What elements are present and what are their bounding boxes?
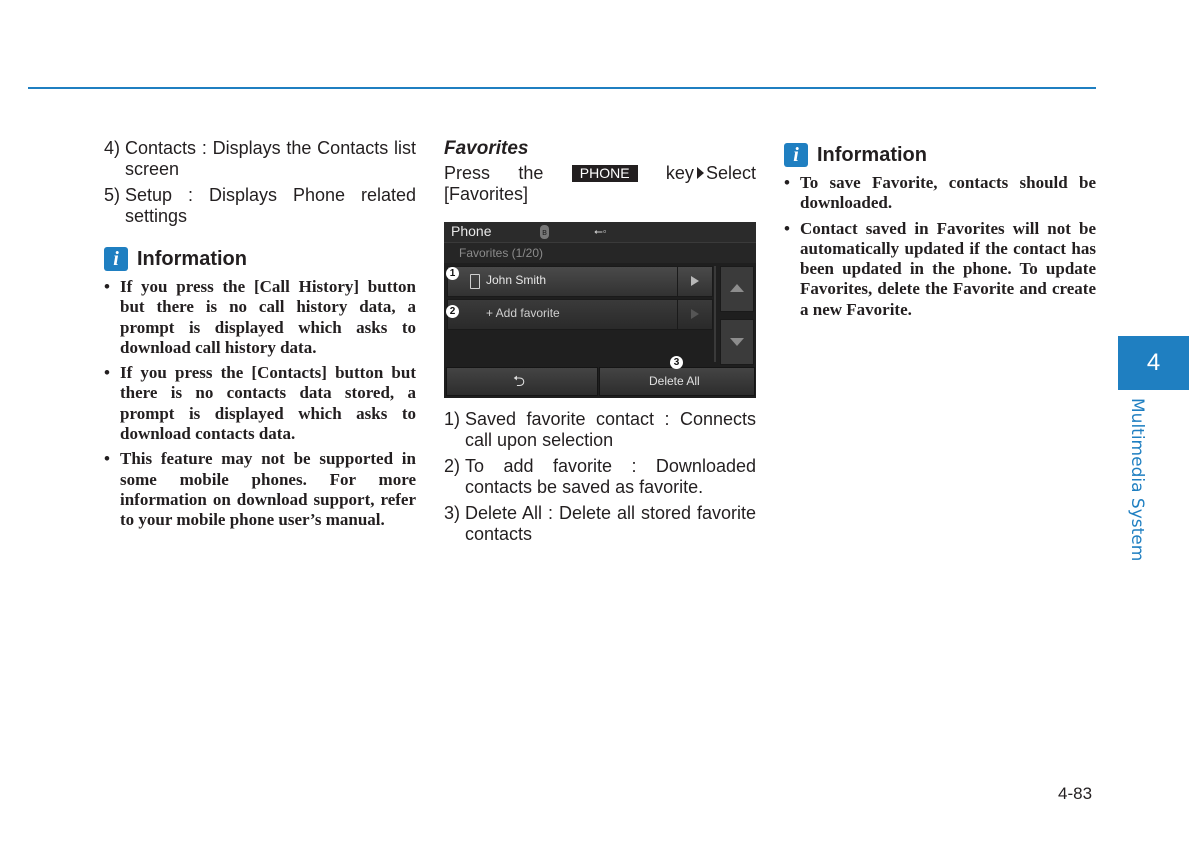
add-favorite-label: + Add favorite	[486, 306, 560, 320]
section-title: Favorites	[444, 138, 529, 159]
delete-all-button[interactable]	[599, 367, 755, 396]
instruction-word: the	[518, 163, 544, 183]
play-arrow-icon[interactable]	[677, 267, 712, 296]
contact-name: John Smith	[486, 273, 547, 287]
screen-header	[444, 222, 756, 242]
chapter-title: Multimedia System	[1127, 398, 1147, 562]
delete-all-label: Delete All	[649, 374, 700, 388]
list-number: 4)	[104, 138, 126, 158]
list-text: To add favorite : Downloaded contacts be saved as favorite.	[465, 456, 756, 497]
list-text: Contacts : Displays the Contacts list screen	[125, 138, 416, 179]
list-item	[444, 503, 756, 545]
select-word: Select	[705, 163, 756, 183]
info-bullets	[104, 277, 416, 531]
key-word: key	[665, 163, 694, 183]
info-icon: i	[104, 247, 128, 271]
scroll-down-button[interactable]	[720, 319, 754, 365]
list-item	[444, 409, 756, 451]
info-title: Information	[137, 247, 247, 270]
handset-icon	[470, 274, 480, 289]
callout-3: 3	[670, 356, 683, 369]
back-button[interactable]	[446, 367, 598, 396]
list-text: Setup : Displays Phone related settings	[125, 185, 416, 226]
favorites-menu-label: [Favorites]	[444, 184, 529, 204]
left-column	[104, 138, 416, 536]
phone-key-label: PHONE	[572, 165, 638, 182]
chapter-tab	[1118, 336, 1189, 390]
list-item	[104, 138, 416, 180]
right-column	[784, 143, 1096, 325]
info-bullets	[784, 173, 1096, 320]
instruction-word: Press	[444, 163, 491, 183]
menu-description-list	[104, 138, 416, 227]
usb-icon: ⭠◦	[594, 226, 607, 238]
callout-1: 1	[446, 267, 459, 280]
favorite-contact-row[interactable]	[447, 266, 713, 297]
info-heading	[104, 247, 416, 271]
page-number: 4-83	[1058, 784, 1093, 803]
info-heading	[784, 143, 1096, 167]
list-text: Saved favorite contact : Connects call upon selection	[465, 409, 756, 450]
phone-favorites-screen	[444, 222, 756, 398]
list-item	[444, 456, 756, 498]
key-select-text	[666, 163, 756, 184]
favorites-count: Favorites (1/20)	[459, 246, 544, 260]
middle-column	[444, 138, 756, 550]
add-favorite-row[interactable]	[447, 299, 713, 330]
play-arrow-icon[interactable]	[677, 300, 712, 329]
list-number: 3)	[444, 503, 466, 523]
scroll-up-button[interactable]	[720, 266, 754, 312]
callout-2: 2	[446, 305, 459, 318]
screen-bottom-bar	[446, 367, 754, 394]
header-rule	[28, 87, 1096, 89]
back-arrow-icon: ⮌	[513, 373, 526, 390]
list-divider	[714, 266, 716, 362]
info-title: Information	[817, 143, 927, 166]
bluetooth-icon: ʙ	[540, 225, 549, 239]
bullet-item: • If you press the [Call History] button but there is no call history data, a prompt is displayed which asks to download call history data.	[104, 277, 416, 358]
chapter-number: 4	[1146, 349, 1161, 376]
bullet-item: • To save Favorite, contacts should be downloaded.	[784, 173, 1096, 214]
bullet-item: • Contact saved in Favorites will not be automatically updated if the contact has been updated in the phone. To update Favorites, delete the Favorite and create a new Favorite.	[784, 219, 1096, 320]
list-text: Delete All : Delete all stored favorite contacts	[465, 503, 756, 544]
arrow-right-icon	[697, 167, 704, 179]
list-number: 2)	[444, 456, 466, 476]
info-icon: i	[784, 143, 808, 167]
favorites-description-list	[444, 409, 756, 545]
list-number: 1)	[444, 409, 466, 429]
list-item	[104, 185, 416, 227]
bullet-item: • This feature may not be supported in some mobile phones. For more information on download support, refer to your mobile phone user’s manual.	[104, 449, 416, 530]
bullet-item: • If you press the [Contacts] button but there is no contacts data stored, a prompt is displayed which asks to download contacts data.	[104, 363, 416, 444]
screen-title: Phone	[451, 223, 492, 239]
instruction-line	[444, 163, 756, 184]
screen-subheader	[444, 242, 756, 263]
list-number: 5)	[104, 185, 126, 205]
